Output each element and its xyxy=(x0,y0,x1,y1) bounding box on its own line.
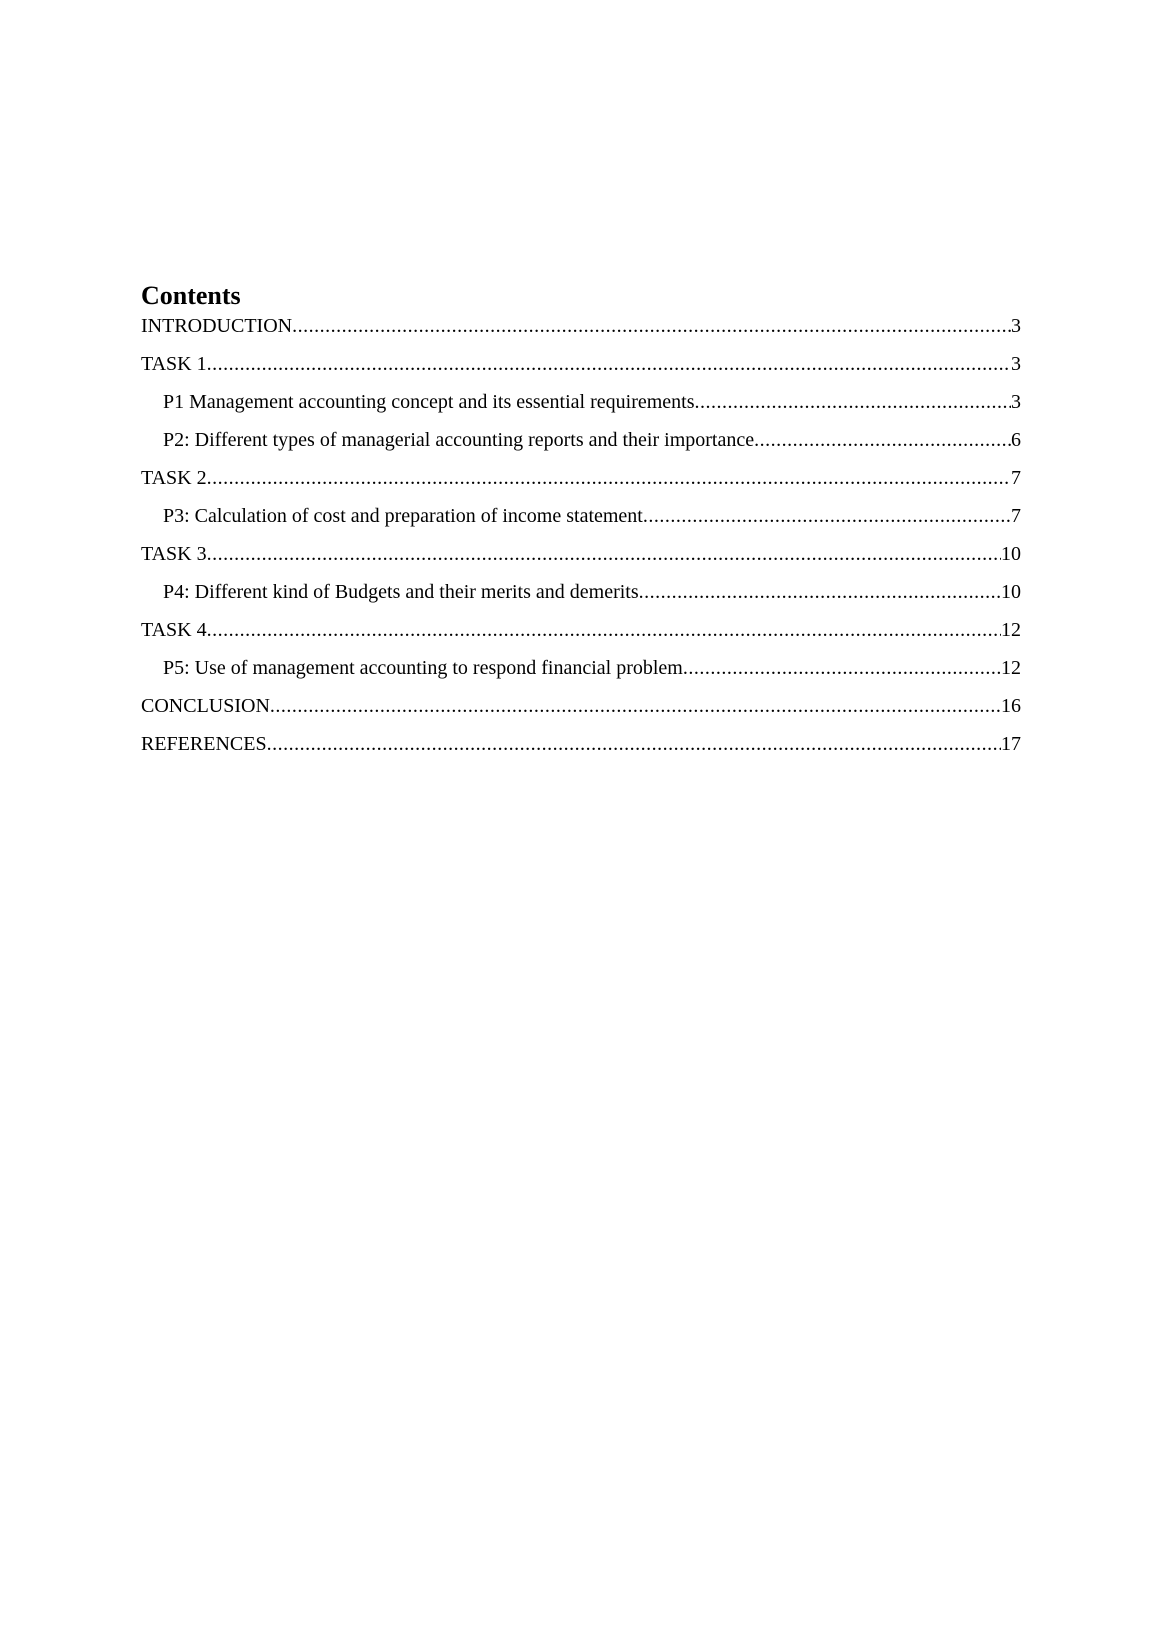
toc-entry-conclusion[interactable] xyxy=(141,694,1021,732)
toc-entry-label: P5: Use of management accounting to respond financial problem xyxy=(163,657,683,679)
toc-entry-label: TASK 1 xyxy=(141,353,207,375)
dot-leader xyxy=(207,618,1001,642)
toc-entry-p3[interactable] xyxy=(141,504,1021,542)
toc-entry-task-1[interactable] xyxy=(141,352,1021,390)
dot-leader xyxy=(695,390,1011,414)
dot-leader xyxy=(207,466,1011,490)
toc-entry-page-number: 17 xyxy=(1001,733,1021,755)
toc-entry-p4[interactable] xyxy=(141,580,1021,618)
toc-entry-page-number: 7 xyxy=(1011,467,1021,489)
dot-leader xyxy=(292,314,1011,338)
toc-entry-label: TASK 3 xyxy=(141,543,207,565)
toc-entry-label: REFERENCES xyxy=(141,733,267,755)
dot-leader xyxy=(270,694,1001,718)
dot-leader xyxy=(683,656,1001,680)
toc-entry-references[interactable] xyxy=(141,732,1021,770)
toc-entry-page-number: 10 xyxy=(1001,581,1021,603)
toc-entry-page-number: 7 xyxy=(1011,505,1021,527)
dot-leader xyxy=(207,542,1001,566)
toc-entry-page-number: 3 xyxy=(1011,315,1021,337)
toc-entry-page-number: 16 xyxy=(1001,695,1021,717)
toc-entry-page-number: 3 xyxy=(1011,391,1021,413)
toc-entry-page-number: 3 xyxy=(1011,353,1021,375)
toc-entry-label: P2: Different types of managerial accounting reports and their importance xyxy=(163,429,755,451)
toc-entry-p1[interactable] xyxy=(141,390,1021,428)
table-of-contents xyxy=(141,279,1021,770)
toc-entry-label: TASK 4 xyxy=(141,619,207,641)
toc-entry-p5[interactable] xyxy=(141,656,1021,694)
toc-entry-page-number: 10 xyxy=(1001,543,1021,565)
toc-title: Contents xyxy=(141,281,241,310)
toc-entry-task-4[interactable] xyxy=(141,618,1021,656)
dot-leader xyxy=(639,580,1001,604)
dot-leader xyxy=(754,428,1011,452)
toc-entry-label: TASK 2 xyxy=(141,467,207,489)
toc-entry-label: P1 Management accounting concept and its essential requirements xyxy=(163,391,695,413)
toc-entry-task-2[interactable] xyxy=(141,466,1021,504)
toc-entry-page-number: 12 xyxy=(1001,619,1021,641)
toc-entry-label: CONCLUSION xyxy=(141,695,270,717)
toc-entry-task-3[interactable] xyxy=(141,542,1021,580)
dot-leader xyxy=(267,732,1001,756)
toc-entry-label: P4: Different kind of Budgets and their merits and demerits xyxy=(163,581,639,603)
dot-leader xyxy=(207,352,1011,376)
toc-entry-label: P3: Calculation of cost and preparation of income statement xyxy=(163,505,643,527)
toc-entry-page-number: 12 xyxy=(1001,657,1021,679)
toc-entry-page-number: 6 xyxy=(1011,429,1021,451)
toc-entry-label: INTRODUCTION xyxy=(141,315,293,337)
dot-leader xyxy=(643,504,1011,528)
toc-entry-introduction[interactable] xyxy=(141,314,1021,352)
toc-entry-p2[interactable] xyxy=(141,428,1021,466)
